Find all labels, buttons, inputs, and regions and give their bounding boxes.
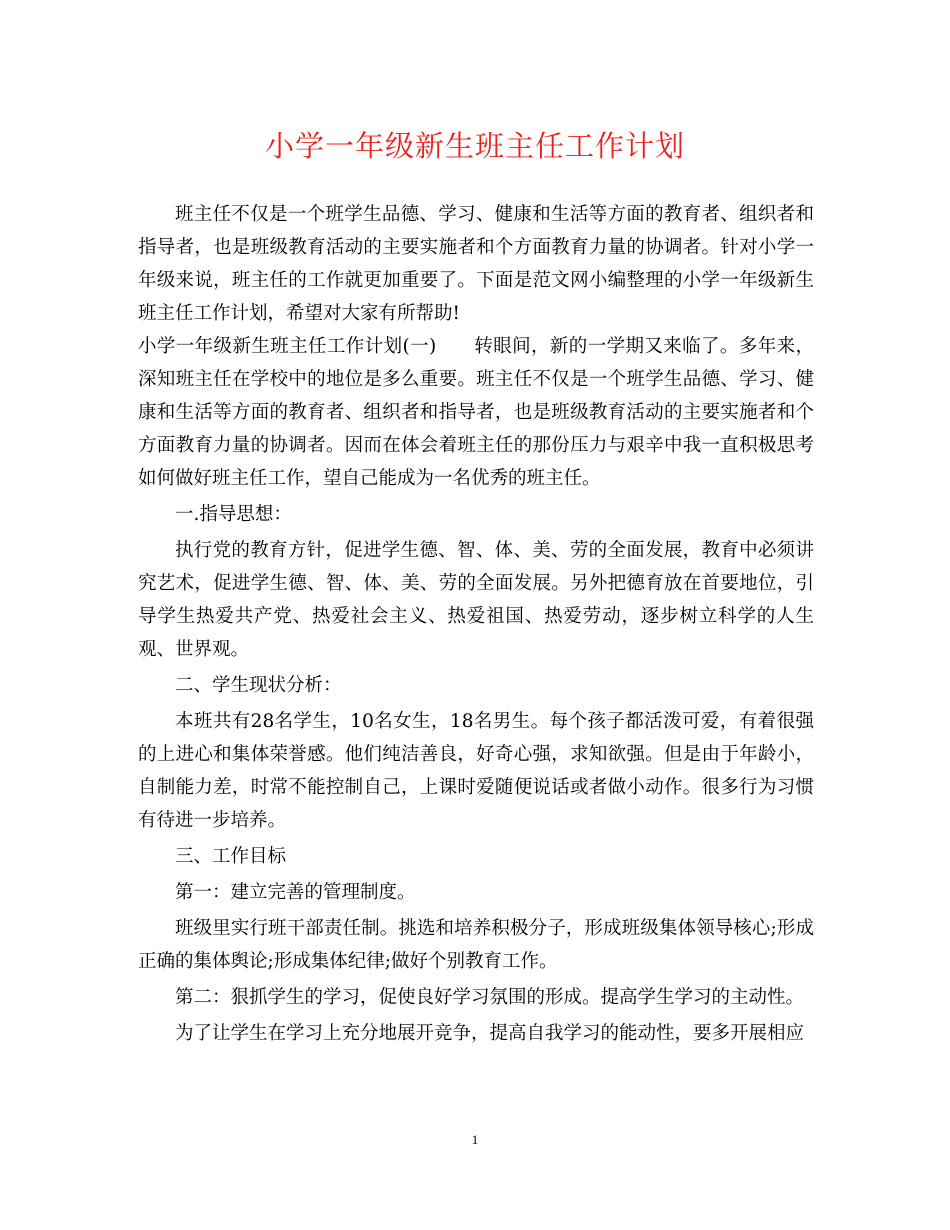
student-analysis-paragraph: 本班共有28名学生，10名女生，18名男生。每个孩子都活泼可爱，有着很强的上进心和集体荣誉感。他们纯洁善良，好奇心强，求知欲强。但是由于年龄小，自制能力差，时常不能控制自己，上课时爱随便说话或者做小动作。很多行为习惯有待进一步培养。 (138, 711, 814, 831)
section-heading-guiding-thought: 一.指导思想： (175, 504, 292, 525)
goal-one-paragraph: 班级里实行班干部责任制。挑选和培养积极分子，形成班级集体领导核心;形成正确的集体舆论;形成集体纪律;做好个别教育工作。 (138, 918, 814, 972)
page-number: 1 (471, 1132, 479, 1147)
plan-one-paragraph: 小学一年级新生班主任工作计划(一) 转眼间，新的一学期又来临了。多年来，深知班主任在学校中的地位是多么重要。班主任不仅是一个班学生品德、学习、健康和生活等方面的教育者、组织者和指导者，也是班级教育活动的主要实施者和个方面教育力量的协调者。因而在体会着班主任的那份压力与艰辛中我一直积极思考如何做好班主任工作，望自己能成为一名优秀的班主任。 (138, 336, 814, 489)
goal-two-paragraph: 为了让学生在学习上充分地展开竞争，提高自我学习的能动性，要多开展相应 (175, 1023, 805, 1044)
section-heading-work-goals: 三、工作目标 (175, 846, 287, 867)
document-title: 小学一年级新生班主任工作计划 (264, 129, 685, 163)
section-heading-student-analysis: 二、学生现状分析： (175, 675, 342, 696)
goal-one-heading: 第一：建立完善的管理制度。 (175, 882, 416, 903)
goal-two-heading: 第二：狠抓学生的学习，促使良好学习氛围的形成。提高学生学习的主动性。 (175, 987, 805, 1008)
document-body (138, 198, 814, 1050)
intro-paragraph: 班主任不仅是一个班学生品德、学习、健康和生活等方面的教育者、组织者和指导者，也是班级教育活动的主要实施者和个方面教育力量的协调者。针对小学一年级来说，班主任的工作就更加重要了。下面是范文网小编整理的小学一年级新生班主任工作计划，希望对大家有所帮助! (138, 204, 814, 324)
guiding-thought-paragraph: 执行党的教育方针，促进学生德、智、体、美、劳的全面发展，教育中必须讲究艺术，促进学生德、智、体、美、劳的全面发展。另外把德育放在首要地位，引导学生热爱共产党、热爱社会主义、热爱祖国、热爱劳动，逐步树立科学的人生观、世界观。 (138, 540, 814, 660)
